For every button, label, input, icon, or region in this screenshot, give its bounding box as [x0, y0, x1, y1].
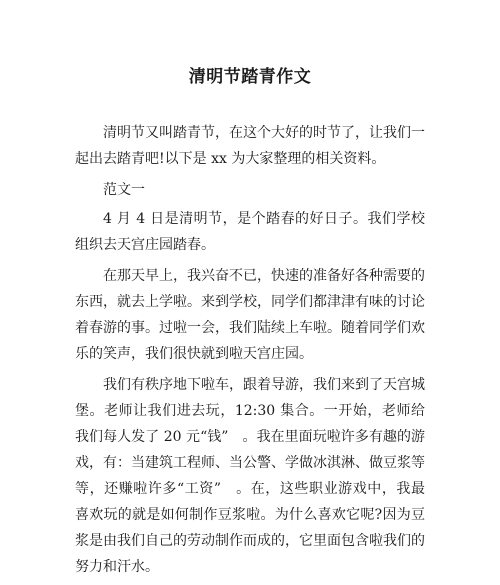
body-paragraph: 4 月 4 日是清明节，是个踏春的好日子。我们学校组织去天宫庄园踏春。: [75, 211, 425, 253]
document-body: [75, 120, 425, 585]
body-paragraph: 在那天早上，我兴奋不已，快速的准备好各种需要的东西，就去上学啦。来到学校，同学们都津津有味的讨论着春游的事。过啦一会，我们陆续上车啦。随着同学们欢乐的笑声，我们很快就到啦天宫庄园。: [75, 268, 425, 362]
section-label: 范文一: [103, 182, 145, 198]
intro-paragraph: 清明节又叫踏青节，在这个大好的时节了，让我们一起出去踏青吧!以下是 xx 为大家整理的相关资料。: [75, 125, 425, 167]
body-paragraph: 我们有秩序地下啦车，跟着导游，我们来到了天宫城堡。老师让我们进去玩，12:30 集合。一开始，老师给我们每人发了 20 元“钱” 。我在里面玩啦许多有趣的游戏，有：当建筑工程师、当公警、学做冰淇淋、做豆浆等等，还赚啦许多“工资” 。在，这些职业游戏中，我最喜欢玩的就是如何制作豆浆啦。为什么喜欢它呢?因为豆浆是由我们自己的劳动制作而成的，它里面包含啦我们的努力和汗水。: [75, 377, 425, 575]
document-title: 清明节踏青作文: [188, 67, 312, 87]
